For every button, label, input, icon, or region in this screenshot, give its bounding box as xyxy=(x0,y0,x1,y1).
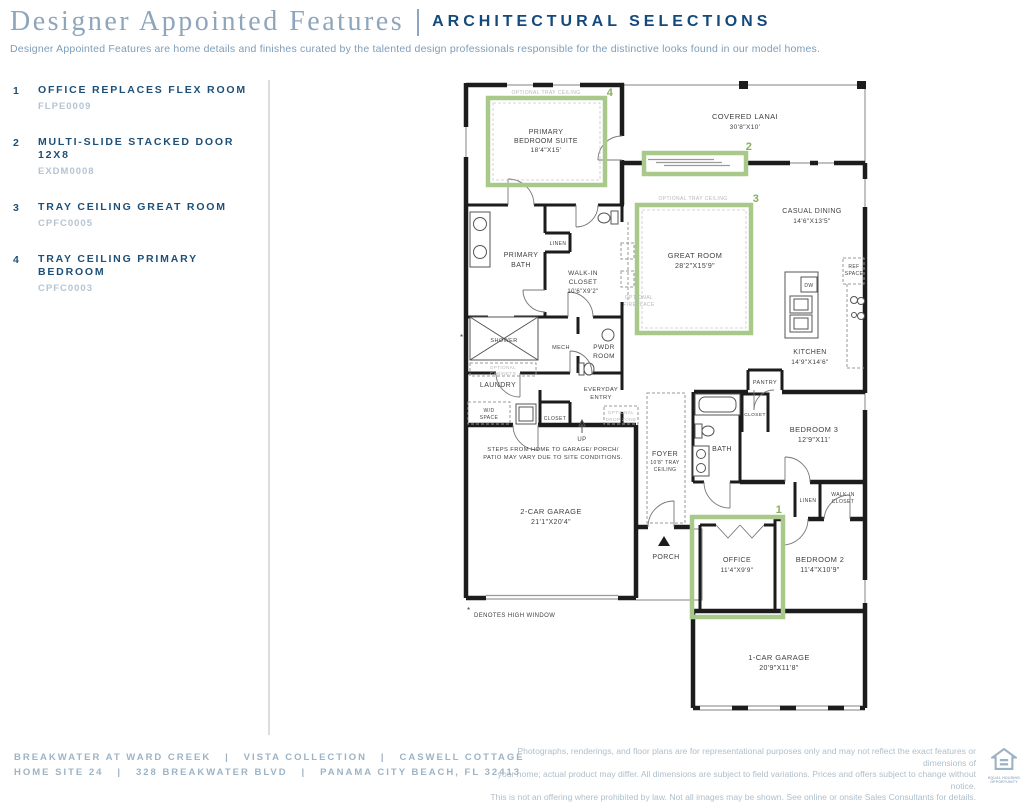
feature-title: TRAY CEILING PRIMARY BEDROOM xyxy=(38,253,198,278)
fireplace-box1 xyxy=(621,243,634,259)
label-pwdr-room: PWDR xyxy=(593,344,615,351)
label-closet: CLOSET xyxy=(543,416,567,422)
high-window-asterisk-left: * xyxy=(460,333,464,342)
svg-text:12'9"X11': 12'9"X11' xyxy=(797,437,831,444)
marker-4: 4 xyxy=(606,87,614,99)
label-covered-lanai: COVERED LANAI xyxy=(711,112,779,121)
label-linen-2: LINEN xyxy=(799,498,817,504)
feature-code: EXDM0008 xyxy=(38,166,95,177)
label-everyday-entry: EVERYDAY xyxy=(583,387,619,393)
svg-text:ROOM: ROOM xyxy=(593,353,615,360)
svg-text:CLOSET: CLOSET xyxy=(568,279,598,286)
label-bedroom3: BEDROOM 3 xyxy=(789,425,839,434)
floor-plan xyxy=(458,72,878,742)
disclaimer-line-2: your home; actual product may differ. All dimensions are subject to field variations. Prices and offers subject to change without notice. xyxy=(497,769,976,791)
cooktop-burner xyxy=(851,297,858,304)
feature-title: OFFICE REPLACES FLEX ROOM xyxy=(38,84,247,96)
title-row xyxy=(10,6,1022,38)
foyer-outline xyxy=(647,393,685,523)
svg-text:30'8"X10': 30'8"X10' xyxy=(729,124,761,131)
page-title: Designer Appointed Features xyxy=(10,6,405,37)
svg-text:21'1"X20'4": 21'1"X20'4" xyxy=(530,519,572,526)
bath-toilet-tank xyxy=(695,424,702,438)
label-high-window-note: DENOTES HIGH WINDOW xyxy=(474,613,556,619)
label-drop-zone: OPTIONAL xyxy=(607,410,635,415)
label-optional-tray-3: OPTIONAL TRAY CEILING xyxy=(658,196,728,202)
svg-text:CABINETS: CABINETS xyxy=(489,371,517,376)
feature-number: 2 xyxy=(13,137,19,149)
page-description: Designer Appointed Features are home details and finishes curated by the talented design professionals responsible for the distinctive looks found in our model homes. xyxy=(10,43,821,55)
label-up: UP xyxy=(577,437,587,443)
up-arrow xyxy=(579,420,585,433)
svg-text:SPACE: SPACE xyxy=(844,271,864,277)
footer-line-1: BREAKWATER AT WARD CREEK | VISTA COLLECTION | CASWELL COTTAGE xyxy=(14,752,525,763)
feature-title: MULTI-SLIDE STACKED DOOR 12X8 xyxy=(38,136,235,161)
highlight-multislide-door xyxy=(644,153,746,174)
bathtub-basin xyxy=(699,397,736,412)
label-kitchen: KITCHEN xyxy=(793,349,827,356)
label-laundry: LAUNDRY xyxy=(479,382,517,389)
svg-text:11'4"X10'9": 11'4"X10'9" xyxy=(800,567,840,574)
equal-housing-icon xyxy=(991,748,1017,771)
footer-disclaimer xyxy=(476,746,976,804)
svg-text:CLOSET: CLOSET xyxy=(831,499,855,505)
svg-text:18'4"X15': 18'4"X15' xyxy=(530,147,562,154)
feature-number: 4 xyxy=(13,254,19,266)
svg-text:FIREPLACE: FIREPLACE xyxy=(623,302,655,308)
label-bedroom2: BEDROOM 2 xyxy=(795,555,845,564)
label-optional-fireplace: OPTIONAL xyxy=(624,295,654,301)
label-two-car-garage: 2-CAR GARAGE xyxy=(520,507,582,516)
room-labels xyxy=(460,90,864,672)
marker-2: 2 xyxy=(745,141,753,153)
label-mech: MECH xyxy=(552,345,570,351)
sink xyxy=(697,464,706,473)
feature-item-2 xyxy=(13,136,258,177)
svg-text:10'8" TRAY: 10'8" TRAY xyxy=(650,460,680,466)
toilet-tank xyxy=(611,211,618,224)
feature-number: 1 xyxy=(13,85,19,97)
label-office: OFFICE xyxy=(722,557,752,564)
label-optional-tray-4: OPTIONAL TRAY CEILING xyxy=(511,90,581,96)
svg-text:14'9"X14'6": 14'9"X14'6" xyxy=(791,359,829,366)
svg-text:BATH: BATH xyxy=(511,262,531,269)
label-primary-suite: PRIMARY xyxy=(528,129,564,136)
floor-plan-svg xyxy=(458,72,878,737)
footer-line-2: HOME SITE 24 | 328 BREAKWATER BLVD | PANAMA CITY BEACH, FL 32413 xyxy=(14,767,522,778)
label-closet-b3: CLOSET xyxy=(744,413,766,418)
svg-text:28'2"X15'9": 28'2"X15'9" xyxy=(674,263,716,270)
label-linen: LINEN xyxy=(549,241,567,247)
label-steps-note: STEPS FROM HOME TO GARAGE/ PORCH/ xyxy=(487,447,619,453)
svg-text:ENTRY: ENTRY xyxy=(590,395,612,401)
label-porch: PORCH xyxy=(652,554,680,561)
pwdr-toilet-tank xyxy=(579,363,584,375)
label-dw: DW xyxy=(804,283,814,289)
sink xyxy=(474,246,487,259)
label-pantry: PANTRY xyxy=(752,380,778,386)
high-window-asterisk: * xyxy=(467,606,471,615)
feature-item-1 xyxy=(13,84,258,112)
label-casual-dining: CASUAL DINING xyxy=(782,208,842,215)
svg-text:BEDROOM SUITE: BEDROOM SUITE xyxy=(514,138,578,145)
svg-text:20'9"X11'8": 20'9"X11'8" xyxy=(759,665,799,672)
disclaimer-line-1: Photographs, renderings, and floor plans are for representational purposes only and may not reflect the exact features or dimensions of xyxy=(517,746,976,768)
label-optional-cabinets: OPTIONAL xyxy=(489,365,517,370)
svg-text:DROP ZONE: DROP ZONE xyxy=(605,417,637,422)
feature-item-3 xyxy=(13,201,258,229)
footer-community-info xyxy=(14,750,525,780)
label-one-car-garage: 1-CAR GARAGE xyxy=(748,653,810,662)
svg-text:10'6"X9'2": 10'6"X9'2" xyxy=(567,289,599,295)
equal-housing-label: EQUAL HOUSING OPPORTUNITY xyxy=(987,776,1021,784)
svg-text:CEILING: CEILING xyxy=(653,467,677,473)
feature-list xyxy=(13,84,258,318)
vertical-divider xyxy=(268,80,270,735)
label-shower: SHOWER xyxy=(490,338,518,344)
marker-1: 1 xyxy=(775,504,783,516)
toilet-bowl xyxy=(598,213,610,223)
section-title: ARCHITECTURAL SELECTIONS xyxy=(432,13,772,30)
label-bath: BATH xyxy=(712,446,732,453)
bath-toilet-bowl xyxy=(702,426,714,436)
svg-text:11'4"X9'9": 11'4"X9'9" xyxy=(720,567,754,574)
disclaimer-line-3: This is not an offering where prohibited by law. Not all images may be shown. See online or onsite Sales Consultants for details. xyxy=(490,792,976,802)
label-great-room: GREAT ROOM xyxy=(667,251,723,260)
svg-text:PATIO MAY VARY DUE TO SITE CON: PATIO MAY VARY DUE TO SITE CONDITIONS. xyxy=(483,455,623,461)
feature-code: CPFC0003 xyxy=(38,283,93,294)
page-header xyxy=(10,6,1022,55)
pwdr-toilet-bowl xyxy=(584,363,594,375)
feature-code: CPFC0005 xyxy=(38,218,93,229)
pwdr-sink xyxy=(602,329,614,341)
feature-number: 3 xyxy=(13,202,19,214)
sink xyxy=(697,450,706,459)
title-divider xyxy=(417,9,419,36)
svg-text:14'6"X13'5": 14'6"X13'5" xyxy=(793,218,831,225)
label-walk-in-closet: WALK-IN xyxy=(568,270,598,277)
office-double-doors xyxy=(716,525,764,538)
equal-housing-logo xyxy=(984,748,1024,784)
label-foyer: FOYER xyxy=(651,451,679,458)
label-walk-in-2: WALK-IN xyxy=(831,492,855,498)
label-primary-bath: PRIMARY xyxy=(503,252,539,259)
svg-text:SPACE: SPACE xyxy=(479,415,499,421)
porch-marker xyxy=(658,536,670,546)
feature-code: FLPE0009 xyxy=(38,101,92,112)
feature-title: TRAY CEILING GREAT ROOM xyxy=(38,201,227,213)
label-wd-space: W/D xyxy=(483,408,495,414)
feature-item-4 xyxy=(13,253,258,294)
sink xyxy=(474,218,487,231)
label-ref-space: REF xyxy=(848,264,860,270)
marker-3: 3 xyxy=(752,193,760,205)
